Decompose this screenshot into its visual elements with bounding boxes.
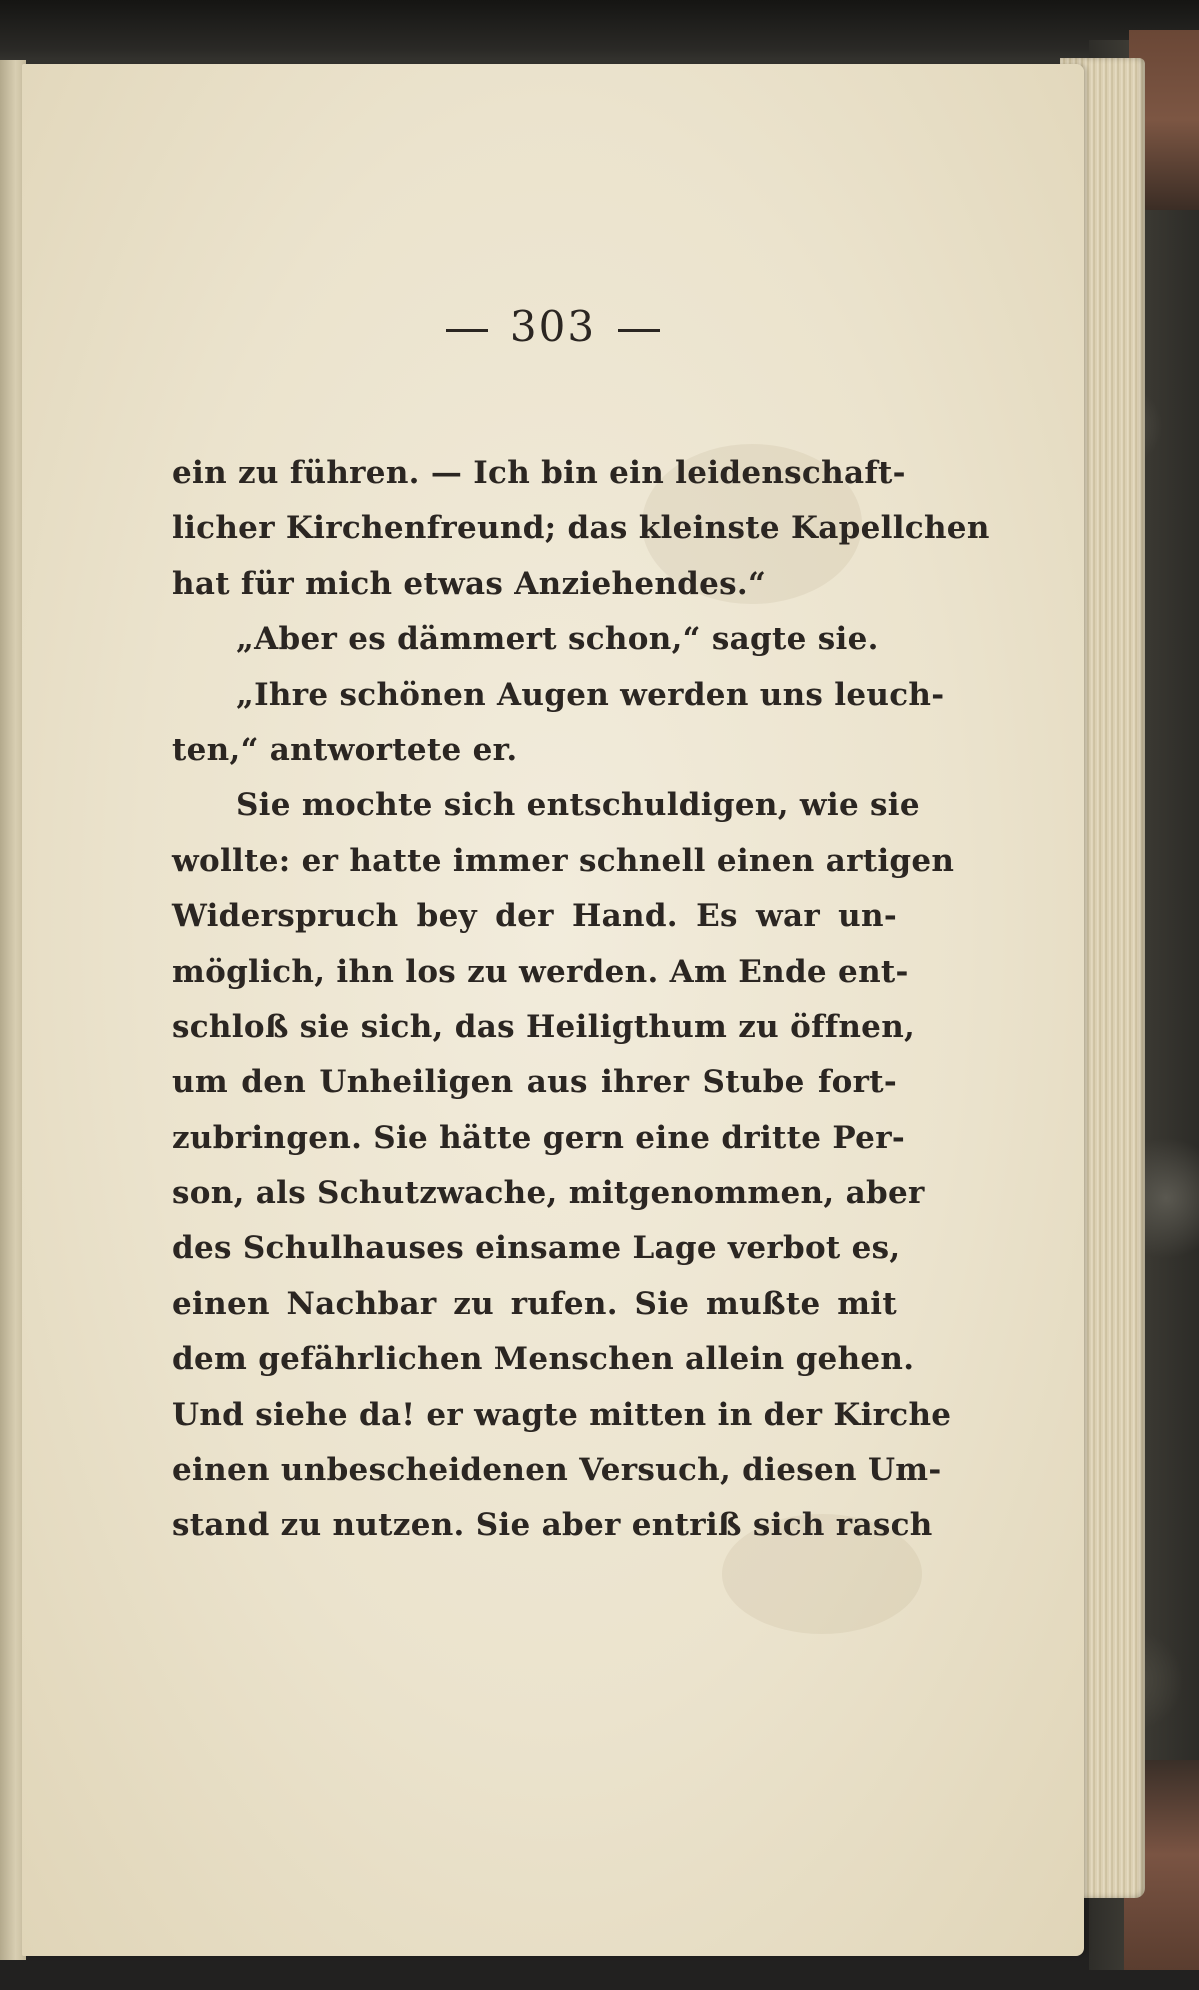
text-line: des Schulhauses einsame Lage verbot es,: [172, 1230, 901, 1267]
book-page: [22, 64, 1084, 1956]
header-dash-left: [446, 329, 488, 332]
text-line: um den Unheiligen aus ihrer Stube fort-: [172, 1064, 897, 1101]
text-line: zubringen. Sie hätte gern eine dritte Per-: [172, 1119, 906, 1156]
body-text: [172, 446, 990, 1554]
text-line: ein zu führen. — Ich bin ein leidenschaft-: [172, 455, 906, 491]
text-line: stand zu nutzen. Sie aber entriß sich rasch: [172, 1507, 933, 1544]
text-line: Sie mochte sich entschuldigen, wie sie: [236, 787, 920, 824]
text-line: „Ihre schönen Augen werden uns leuch-: [236, 676, 945, 713]
text-line: Widerspruch bey der Hand. Es war un-: [172, 898, 897, 935]
text-line: schloß sie sich, das Heiligthum zu öffnen,: [172, 1008, 916, 1045]
text-line: einen Nachbar zu rufen. Sie mußte mit: [172, 1285, 897, 1322]
header-dash-right: [618, 329, 660, 332]
page-header: [22, 302, 1084, 351]
text-line: wollte: er hatte immer schnell einen artigen: [172, 842, 955, 879]
text-line: son, als Schutzwache, mitgenommen, aber: [172, 1175, 925, 1212]
text-line: einen unbescheidenen Versuch, diesen Um-: [172, 1452, 942, 1489]
text-line: hat für mich etwas Anziehendes.“: [172, 565, 767, 602]
text-line: Und siehe da! er wagte mitten in der Kirche: [172, 1396, 952, 1433]
text-line: dem gefährlichen Menschen allein gehen.: [172, 1341, 915, 1378]
scan-background-top: [0, 0, 1199, 70]
text-line: ten,“ antwortete er.: [172, 731, 518, 768]
text-line: möglich, ihn los zu werden. Am Ende ent-: [172, 953, 909, 990]
page-number: 303: [509, 302, 597, 351]
text-line: licher Kirchenfreund; das kleinste Kapellchen: [172, 510, 990, 547]
text-line: „Aber es dämmert schon,“ sagte sie.: [236, 621, 879, 658]
